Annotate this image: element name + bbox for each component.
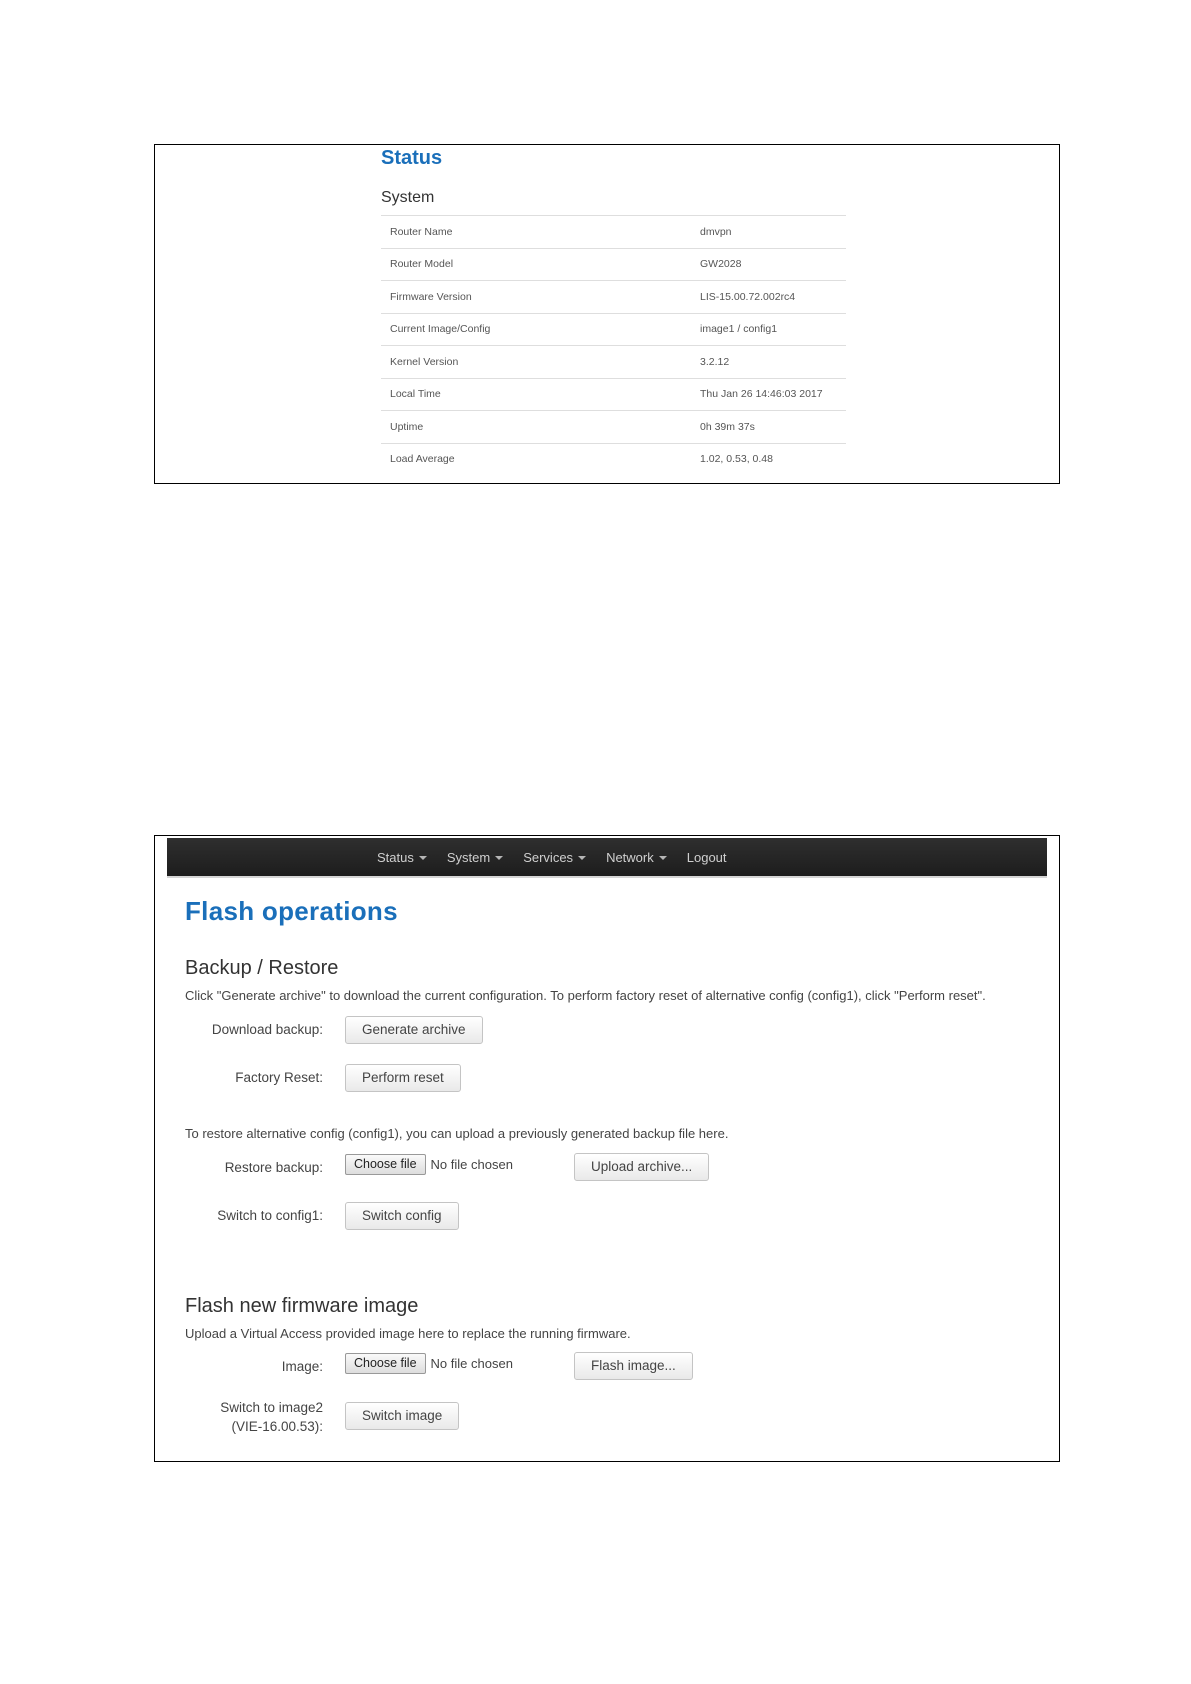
download-backup-label: Download backup:: [211, 1022, 323, 1037]
top-navbar: [167, 838, 1047, 878]
caret-down-icon: [659, 856, 667, 860]
status-screenshot: [154, 144, 1060, 484]
row-value: 3.2.12: [691, 346, 846, 379]
switch-image-label-line1: Switch to image2: [220, 1400, 323, 1415]
nav-menu: [377, 838, 747, 876]
nav-logout[interactable]: Logout: [686, 849, 727, 865]
row-label: Load Average: [381, 443, 691, 475]
nav-system[interactable]: [447, 850, 503, 865]
nav-services-label: Services: [523, 849, 574, 865]
restore-backup-label: Restore backup:: [224, 1160, 323, 1175]
file-status-text: No file chosen: [430, 1157, 513, 1172]
backup-description: Click "Generate archive" to download the current configuration. To perform factory reset of alternative config (config1), click "Perform reset".: [185, 988, 986, 1003]
choose-file-button[interactable]: Choose file: [345, 1353, 426, 1374]
flash-image-button[interactable]: Flash image...: [574, 1352, 693, 1380]
table-row: [381, 346, 846, 379]
row-value: Thu Jan 26 14:46:03 2017: [691, 378, 846, 411]
switch-config-label: Switch to config1:: [217, 1208, 323, 1223]
system-info-table: [381, 215, 846, 475]
nav-services[interactable]: [523, 850, 586, 865]
switch-image-label: [220, 1398, 323, 1436]
table-row: [381, 313, 846, 346]
file-status-text: No file chosen: [430, 1356, 513, 1371]
section-title-system: System: [381, 189, 435, 206]
row-value: dmvpn: [691, 216, 846, 249]
row-value: LIS-15.00.72.002rc4: [691, 281, 846, 314]
row-value: image1 / config1: [691, 313, 846, 346]
table-row: [381, 443, 846, 475]
nav-status[interactable]: [377, 850, 427, 865]
nav-status-label: Status: [377, 849, 414, 865]
flash-operations-screenshot: [154, 835, 1060, 1462]
caret-down-icon: [419, 856, 427, 860]
switch-image-label-line2: (VIE-16.00.53):: [231, 1419, 323, 1434]
row-label: Local Time: [381, 378, 691, 411]
image-file-input[interactable]: [345, 1353, 513, 1374]
table-row: [381, 378, 846, 411]
row-label: Router Model: [381, 248, 691, 281]
switch-image-button[interactable]: Switch image: [345, 1402, 459, 1430]
nav-network[interactable]: [606, 850, 667, 865]
table-row: [381, 411, 846, 444]
generate-archive-button[interactable]: Generate archive: [345, 1016, 483, 1044]
row-label: Current Image/Config: [381, 313, 691, 346]
upload-archive-button[interactable]: Upload archive...: [574, 1153, 709, 1181]
table-row: [381, 281, 846, 314]
caret-down-icon: [495, 856, 503, 860]
row-label: Router Name: [381, 216, 691, 249]
image-label: Image:: [281, 1359, 323, 1374]
choose-file-button[interactable]: Choose file: [345, 1154, 426, 1175]
nav-network-label: Network: [606, 849, 654, 865]
section-title-flash-firmware: Flash new firmware image: [185, 1295, 419, 1317]
page-title: Flash operations: [185, 896, 398, 926]
table-row: [381, 248, 846, 281]
nav-system-label: System: [446, 849, 491, 865]
row-value: GW2028: [691, 248, 846, 281]
section-title-backup-restore: Backup / Restore: [185, 957, 339, 979]
restore-file-input[interactable]: [345, 1154, 513, 1175]
factory-reset-label: Factory Reset:: [235, 1070, 323, 1085]
table-row: [381, 216, 846, 249]
firmware-description: Upload a Virtual Access provided image here to replace the running firmware.: [185, 1326, 631, 1341]
page-title: Status: [381, 147, 443, 169]
row-label: Kernel Version: [381, 346, 691, 379]
caret-down-icon: [578, 856, 586, 860]
row-label: Firmware Version: [381, 281, 691, 314]
perform-reset-button[interactable]: Perform reset: [345, 1064, 461, 1092]
restore-description: To restore alternative config (config1), you can upload a previously generated backup file here.: [185, 1126, 729, 1141]
row-value: 0h 39m 37s: [691, 411, 846, 444]
row-value: 1.02, 0.53, 0.48: [691, 443, 846, 475]
switch-config-button[interactable]: Switch config: [345, 1202, 459, 1230]
row-label: Uptime: [381, 411, 691, 444]
